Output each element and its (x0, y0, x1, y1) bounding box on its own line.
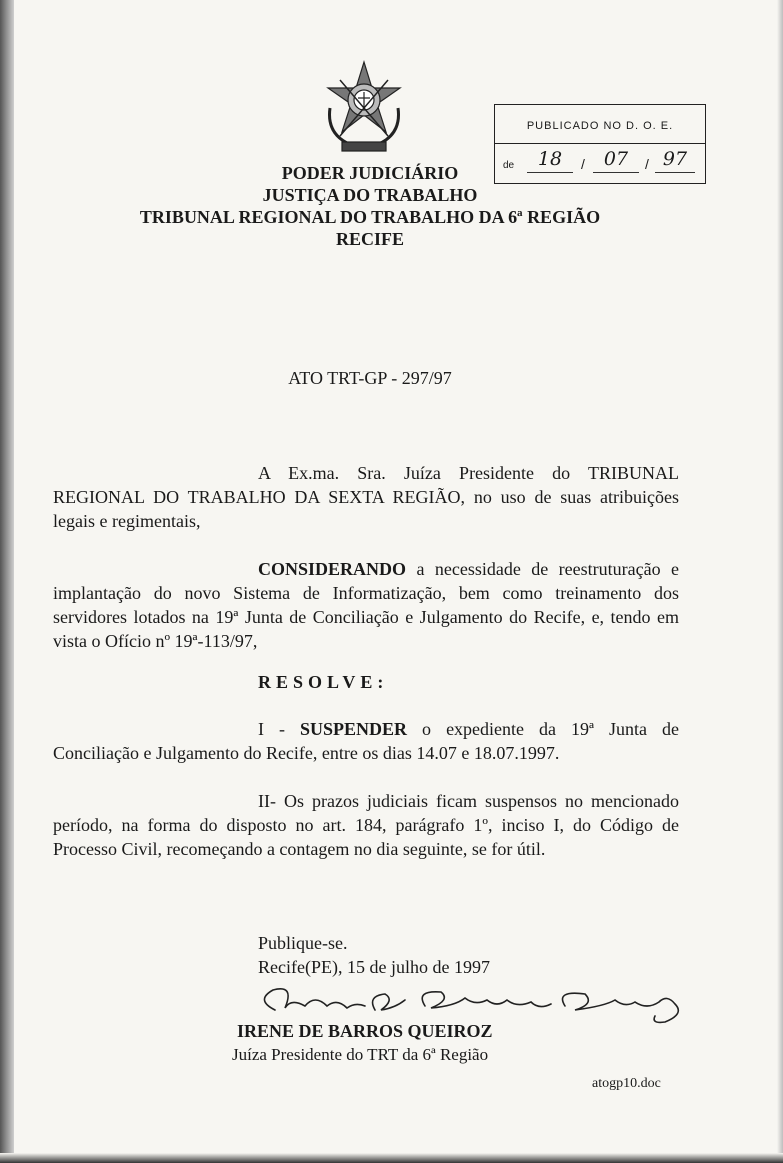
item-1-text: o expediente da 19ª Junta de Conciliação e Julgamento do Recife, entre os dias 14.07 e 18.07.1997. (53, 719, 679, 763)
header-line-4: RECIFE (335, 229, 404, 249)
item-1-label: SUSPENDER (300, 719, 408, 739)
considerando-paragraph (53, 557, 679, 653)
intro-paragraph: A Ex.ma. Sra. Juíza Presidente do TRIBUNAL REGIONAL DO TRABALHO DA SEXTA REGIÃO, no uso de suas atribuições legais e regimentais, (53, 463, 679, 531)
item-2-paragraph: II- Os prazos judiciais ficam suspensos no mencionado período, na forma do disposto no art. 184, parágrafo 1º, inciso I, do Código de Processo Civil, recomeçando a contagem no dia seguinte, se for útil. (53, 791, 679, 859)
stamp-year: 97 (655, 148, 695, 173)
header-line-1: PODER JUDICIÁRIO (281, 163, 459, 183)
handwritten-signature (255, 980, 695, 1026)
considerando-label: CONSIDERANDO (258, 559, 407, 579)
file-reference: atogp10.doc (592, 1076, 661, 1091)
considerando-text: a necessidade de reestruturação e implantação do novo Sistema de Informatização, bem como treinamento dos servidores lotados na 19ª Junta de Conciliação e Julgamento do Recife, e, tendo em vista o Ofício nº 19ª-113/97, (53, 559, 679, 651)
page-shadow-right (777, 0, 783, 1163)
item-1-prefix: I - (258, 719, 301, 739)
stamp-separator: / (581, 156, 585, 172)
item-1-paragraph (53, 717, 679, 765)
stamp-separator: / (645, 156, 649, 172)
stamp-heading: PUBLICADO NO D. O. E. (495, 105, 705, 144)
signer-title: Juíza Presidente do TRT da 6ª Região (232, 1045, 489, 1064)
coat-of-arms-icon (318, 58, 410, 158)
signer-name: IRENE DE BARROS QUEIROZ (237, 1021, 493, 1041)
publish-line: Publique-se. (258, 933, 348, 953)
act-number: ATO TRT-GP - 297/97 (288, 368, 452, 388)
place-date-line: Recife(PE), 15 de julho de 1997 (258, 957, 490, 977)
stamp-de-label: de (503, 160, 515, 171)
resolve-heading: RESOLVE: (258, 672, 389, 692)
stamp-month: 07 (593, 148, 639, 173)
header-line-3: TRIBUNAL REGIONAL DO TRABALHO DA 6ª REGIÃO (139, 207, 601, 227)
stamp-day: 18 (527, 148, 573, 173)
header-line-2: JUSTIÇA DO TRABALHO (262, 185, 478, 205)
page-shadow-bottom (0, 1153, 783, 1163)
